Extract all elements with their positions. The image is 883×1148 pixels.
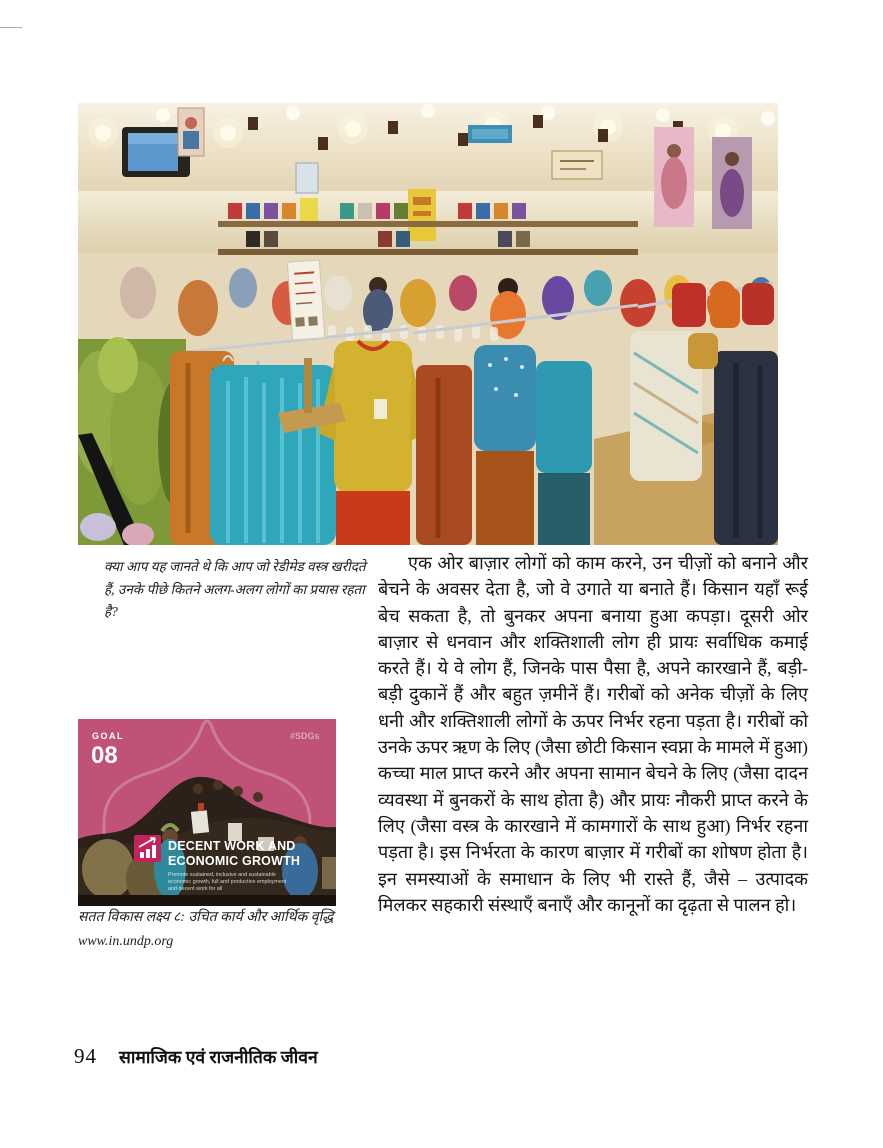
sdg-subtitle-line1: Promote sustained, inclusive and sustainable xyxy=(168,872,276,878)
chapter-title: सामाजिक एवं राजनीतिक जीवन xyxy=(119,1047,318,1067)
sdg-subtitle-line3: and decent work for all xyxy=(168,886,223,892)
sdg-title-line2: ECONOMIC GROWTH xyxy=(168,854,301,868)
print-crop-mark xyxy=(0,27,22,28)
sdg-website-url: www.in.undp.org xyxy=(78,934,174,949)
sdg-goal8-poster xyxy=(78,719,336,906)
page-footer xyxy=(74,1044,774,1069)
sdg-goal8-icon xyxy=(134,835,161,862)
store-photo-illustration xyxy=(78,103,778,545)
page-number: 94 xyxy=(74,1044,97,1068)
sdg-caption-text: सतत विकास लक्ष्य ८: उचित कार्य और आर्थिक वृद्धि xyxy=(78,910,334,925)
sdg-subtitle-line2: economic growth, full and productive employment xyxy=(168,879,287,885)
body-paragraph: एक ओर बाज़ार लोगों को काम करने, उन चीज़ों को बनाने और बेचने के अवसर देता है, जो वे उगाते या बनाते हैं। किसान यहाँ रूई बेच सकता है, तो बुनकर अपना बनाया हुआ कपड़ा। दूसरी ओर बाज़ार से धनवान और शक्तिशाली लोग ही प्रायः सर्वाधिक कमाई करते हैं। ये वे लोग हैं, जिनके पास पैसा है, अपने कारखाने हैं, बड़ी-बड़ी दुकानें हैं और बहुत ज़मीनें हैं। गरीबों को अनेक चीज़ों के लिए धनी और शक्तिशाली लोगों के ऊपर निर्भर रहना पड़ता है। गरीबों को उनके ऊपर ऋण के लिए (जैसा छोटी किसान स्वप्ना के मामले में हुआ) कच्चा माल प्राप्त करने और अपना सामान बेचने के लिए (जैसा दादन व्यवस्था में बुनकरों के साथ होता है) और प्रायः नौकरी प्राप्त करने के लिए (जैसा वस्त्र के कारखाने में कामगारों के साथ हुआ) निर्भर रहना पड़ता है। इस निर्भरता के कारण बाज़ार में गरीबों का शोषण होता है। इन समस्याओं के समाधान के लिए भी रास्ते हैं, जैसे – उत्पादक मिलकर सहकारी संस्थाएँ बनाएँ और कानूनों का दृढ़ता से पालन हो। xyxy=(378,553,808,915)
sdg-poster-caption xyxy=(78,906,378,954)
sdg-goal-number: 08 xyxy=(91,742,118,769)
sdg-title-line1: DECENT WORK AND xyxy=(168,839,296,853)
sdg-poster-illustration xyxy=(78,719,336,906)
photo-caption: क्या आप यह जानते थे कि आप जो रेडीमेड वस्त्र खरीदते हैं, उनके पीछे कितने अलग-अलग लोगों का प्रयास रहता है? xyxy=(104,559,366,619)
garment-store-photo xyxy=(78,103,778,545)
sdg-goal-label: GOAL xyxy=(92,731,124,741)
sdg-hashtag: #SDGs xyxy=(290,731,320,741)
